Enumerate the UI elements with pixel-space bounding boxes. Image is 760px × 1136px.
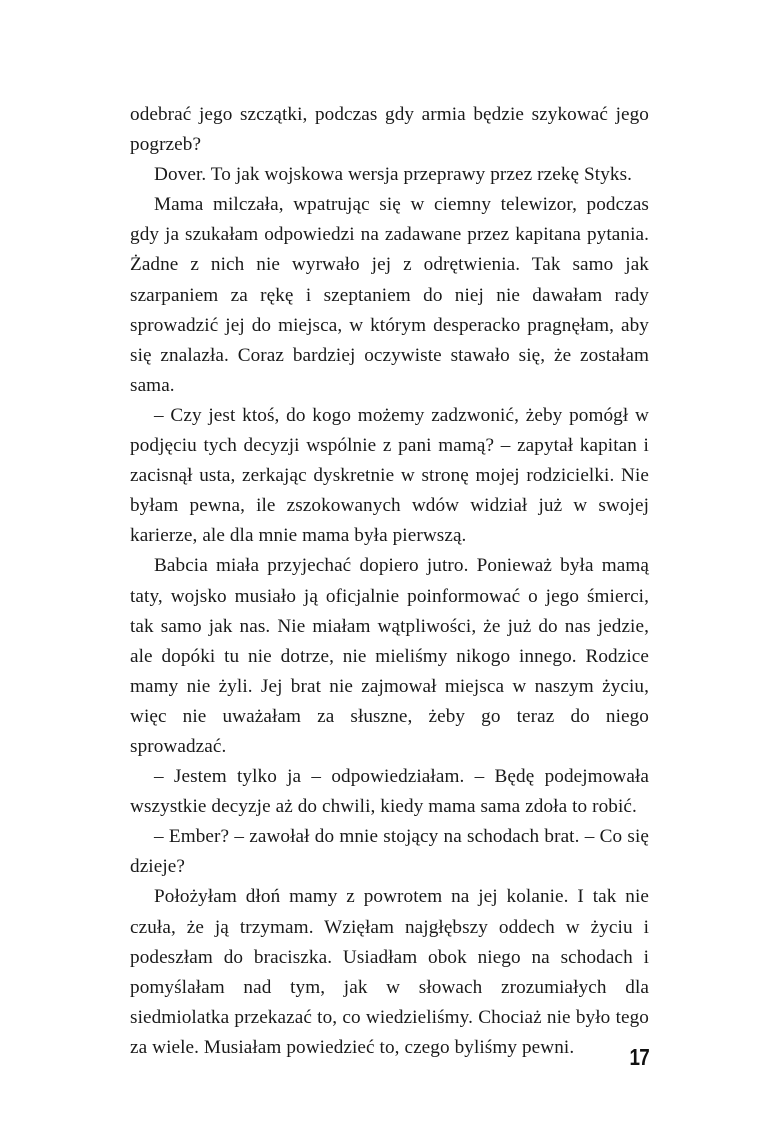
paragraph: Położyłam dłoń mamy z powrotem na jej kolanie. I tak nie czuła, że ją trzymam. Wzięłam najgłębszy oddech w życiu i podeszłam do braciszka. Usiadłam obok niego na schodach i pomyślałam nad tym, jak w słowach zrozumiałych dla siedmiolatka przekazać to, co wiedzieliśmy. Chociaż nie było tego za wiele. Musiałam powiedzieć to, czego byliśmy pewni. <box>130 886 649 1058</box>
paragraph: – Jestem tylko ja – odpowiedziałam. – Będę podejmowała wszystkie decyzje aż do chwili, kiedy mama sama zdoła to robić. <box>130 766 649 818</box>
paragraph: Mama milczała, wpatrując się w ciemny telewizor, podczas gdy ja szukałam odpowiedzi na zadawane przez kapitana pytania. Żadne z nich nie wyrwało jej z odrętwienia. Tak samo jak szarpaniem za rękę i szeptaniem do niej nie dawałam rady sprowadzić jej do miejsca, w którym desperacko pragnęłam, aby się znalazła. Coraz bardziej oczywiste stawało się, że zostałam sama. <box>130 194 649 396</box>
paragraph: Babcia miała przyjechać dopiero jutro. Ponieważ była mamą taty, wojsko musiało ją oficjalnie poinformować o jego śmierci, tak samo jak nas. Nie miałam wątpliwości, że już do nas jedzie, ale dopóki tu nie dotrze, nie mieliśmy nikogo innego. Rodzice mamy nie żyli. Jej brat nie zajmował miejsca w naszym życiu, więc nie uważałam za słuszne, żeby go teraz do niego sprowadzać. <box>130 555 649 757</box>
paragraph: – Ember? – zawołał do mnie stojący na schodach brat. – Co się dzieje? <box>130 826 649 878</box>
body-text-block <box>130 100 649 1063</box>
paragraph: – Czy jest ktoś, do kogo możemy zadzwonić, żeby pomógł w podjęciu tych decyzji wspólnie z pani mamą? – zapytał kapitan i zacisnął usta, zerkając dyskretnie w stronę mojej rodzicielki. Nie byłam pewna, ile zszokowanych wdów widział już w swojej karierze, ale dla mnie mama była pierwszą. <box>130 404 649 547</box>
page-number: 17 <box>629 1044 649 1070</box>
paragraph: odebrać jego szczątki, podczas gdy armia będzie szykować jego pogrzeb? <box>130 104 649 156</box>
paragraph: Dover. To jak wojskowa wersja przeprawy przez rzekę Styks. <box>154 164 633 186</box>
